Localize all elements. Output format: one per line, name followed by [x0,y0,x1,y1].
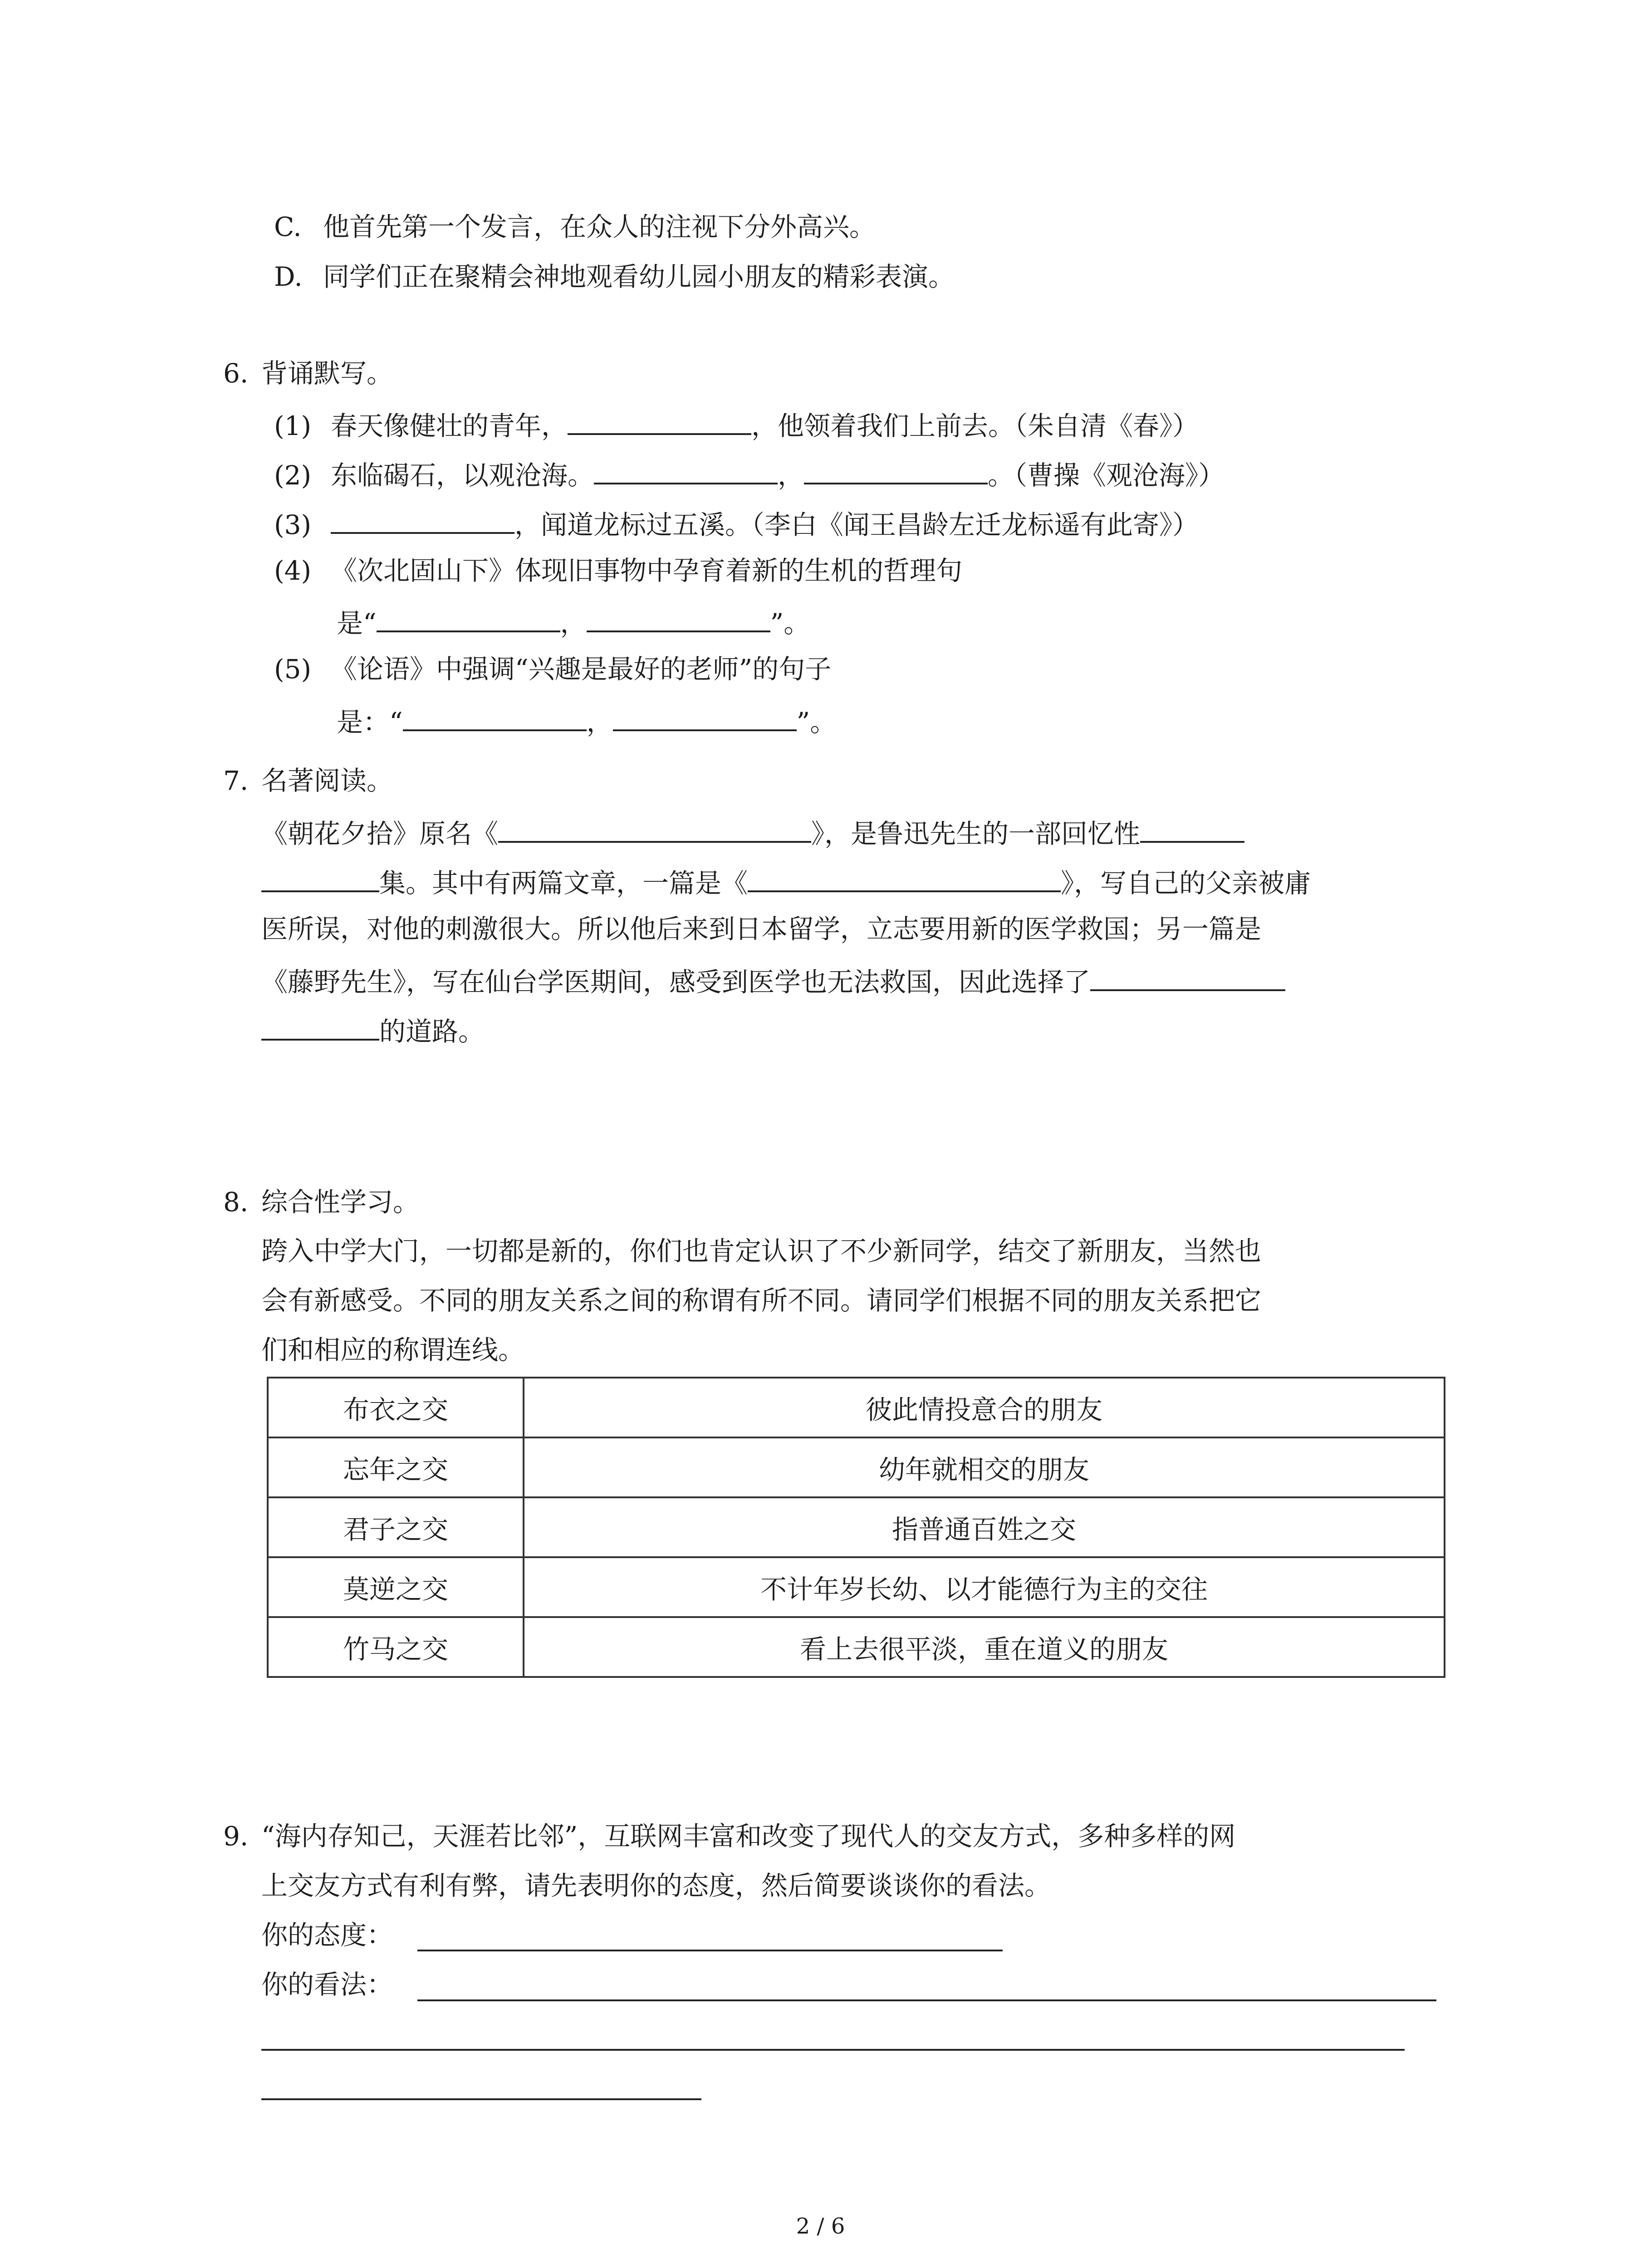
item-number: (3) [274,509,312,540]
question-title: 综合性学习。 [261,1187,420,1217]
attitude-label: 你的态度： [261,1920,393,1950]
item-text: 是：“ [337,707,403,738]
item-text: 《论语》中强调“兴趣是最好的老师”的句子 [331,654,832,684]
option-letter: D. [274,261,303,292]
fill-blank[interactable] [261,862,379,892]
question-title: 背诵默写。 [261,358,393,389]
item-text: 是“ [337,608,377,639]
friendship-name[interactable]: 忘年之交 [268,1437,524,1497]
friendship-description[interactable]: 彼此情投意合的朋友 [524,1378,1445,1437]
option-letter: C. [274,211,302,242]
friendship-description[interactable]: 不计年岁长幼、以才能德行为主的交往 [524,1557,1445,1617]
q6-item-5-answer [337,701,836,736]
item-text: 春天像健壮的青年， [331,411,568,441]
item-text: ”。 [770,608,810,639]
fill-blank[interactable] [804,455,988,484]
q8-heading [223,1185,419,1219]
fill-blank[interactable] [261,1011,379,1041]
item-text: 东临碣石，以观沧海。 [331,460,594,491]
q8-paragraph-3: 们和相应的称谓连线。 [261,1334,525,1365]
option-text: 同学们正在聚精会神地观看幼儿园小朋友的精彩表演。 [323,261,955,292]
paragraph-text: 的道路。 [379,1016,485,1047]
page-number: 2 / 6 [796,2214,845,2239]
paragraph-text: 医所误，对他的刺激很大。所以他后来到日本留学，立志要用新的医学救国；另一篇是 [261,914,1262,944]
question-number: 9. [223,1821,249,1852]
friendship-description[interactable]: 幼年就相交的朋友 [524,1437,1445,1497]
q6-heading [223,356,393,391]
fill-blank[interactable] [403,701,587,731]
item-text: ， [778,460,804,491]
q9-line-1 [223,1819,1235,1853]
friendship-name[interactable]: 竹马之交 [268,1617,524,1677]
friendship-description[interactable]: 指普通百姓之交 [524,1497,1445,1557]
fill-blank[interactable] [1090,961,1285,991]
table-row [268,1497,1445,1557]
item-text: ”。 [796,707,837,738]
fill-blank[interactable] [594,455,778,484]
table-row [268,1437,1445,1497]
paragraph-text: 》，写自己的父亲被庸 [1061,868,1311,899]
opinion-answer-line[interactable] [417,1999,1436,2001]
q8-paragraph-1: 跨入中学大门，一切都是新的，你们也肯定认识了不少新同学，结交了新朋友，当然也 [261,1236,1262,1266]
friendship-table [267,1377,1445,1678]
fill-blank[interactable] [498,813,811,843]
paragraph-text: 《藤野先生》，写在仙台学医期间，感受到医学也无法救国，因此选择了 [261,967,1091,997]
question-title: 名著阅读。 [261,765,393,796]
fill-blank[interactable] [331,504,514,534]
question-number: 6. [223,358,249,389]
q6-item-3 [274,504,1199,538]
table-row [268,1378,1445,1437]
item-text: ，闻道龙标过五溪。（李白《闻王昌龄左迁龙标遥有此寄》） [514,509,1199,540]
fill-blank[interactable] [377,602,560,632]
question-text: “海内存知己，天涯若比邻”，互联网丰富和改变了现代人的交友方式，多种多样的网 [261,1821,1236,1852]
attitude-answer-line[interactable] [417,1950,1003,1951]
friendship-name[interactable]: 君子之交 [268,1497,524,1557]
q6-item-2 [274,455,1225,489]
option-text: 他首先第一个发言，在众人的注视下分外高兴。 [323,211,876,242]
paragraph-text: 《朝花夕拾》原名《 [261,818,499,849]
fill-blank[interactable] [748,862,1061,892]
friendship-name[interactable]: 莫逆之交 [268,1557,524,1617]
item-text: ，他领着我们上前去。（朱自清《春》） [751,411,1199,441]
table-row [268,1557,1445,1617]
q6-item-4-answer [337,602,810,637]
fill-blank[interactable] [587,602,770,632]
q5-option-c [274,210,876,244]
q7-line-2 [261,862,1311,897]
q6-item-5 [274,652,831,686]
paragraph-text: 》，是鲁迅先生的一部回忆性 [811,818,1141,849]
question-number: 7. [223,765,249,796]
item-number: (1) [274,411,312,441]
item-number: (2) [274,460,312,491]
item-text: 《次北固山下》体现旧事物中孕育着新的生机的哲理句 [331,555,963,586]
q6-item-1 [274,405,1199,440]
friendship-description[interactable]: 看上去很平淡，重在道义的朋友 [524,1617,1445,1677]
paragraph-text: 集。其中有两篇文章，一篇是《 [379,868,748,899]
item-text: ， [586,707,613,738]
friendship-name[interactable]: 布衣之交 [268,1378,524,1437]
item-number: (4) [274,555,312,586]
item-text: 。（曹操《观沧海》） [988,460,1225,491]
q7-line-3 [261,912,1261,946]
q5-option-d [274,259,955,294]
q8-paragraph-2: 会有新感受。不同的朋友关系之间的称谓有所不同。请同学们根据不同的朋友关系把它 [261,1285,1262,1316]
opinion-answer-line[interactable] [261,2098,701,2100]
fill-blank[interactable] [613,701,797,731]
q9-line-2: 上交友方式有利有弊，请先表明你的态度，然后简要谈谈你的看法。 [261,1870,1051,1901]
q7-heading [223,763,393,798]
q6-item-4 [274,553,962,588]
opinion-answer-line[interactable] [261,2049,1405,2051]
question-number: 8. [223,1187,249,1217]
table-row [268,1617,1445,1677]
fill-blank[interactable] [1140,813,1244,843]
fill-blank[interactable] [568,405,751,435]
item-number: (5) [274,654,312,684]
q7-line-5 [261,1011,485,1045]
opinion-label: 你的看法： [261,1969,393,2000]
item-text: ， [560,608,587,639]
q7-line-1 [261,813,1244,847]
q7-line-4 [261,961,1285,996]
